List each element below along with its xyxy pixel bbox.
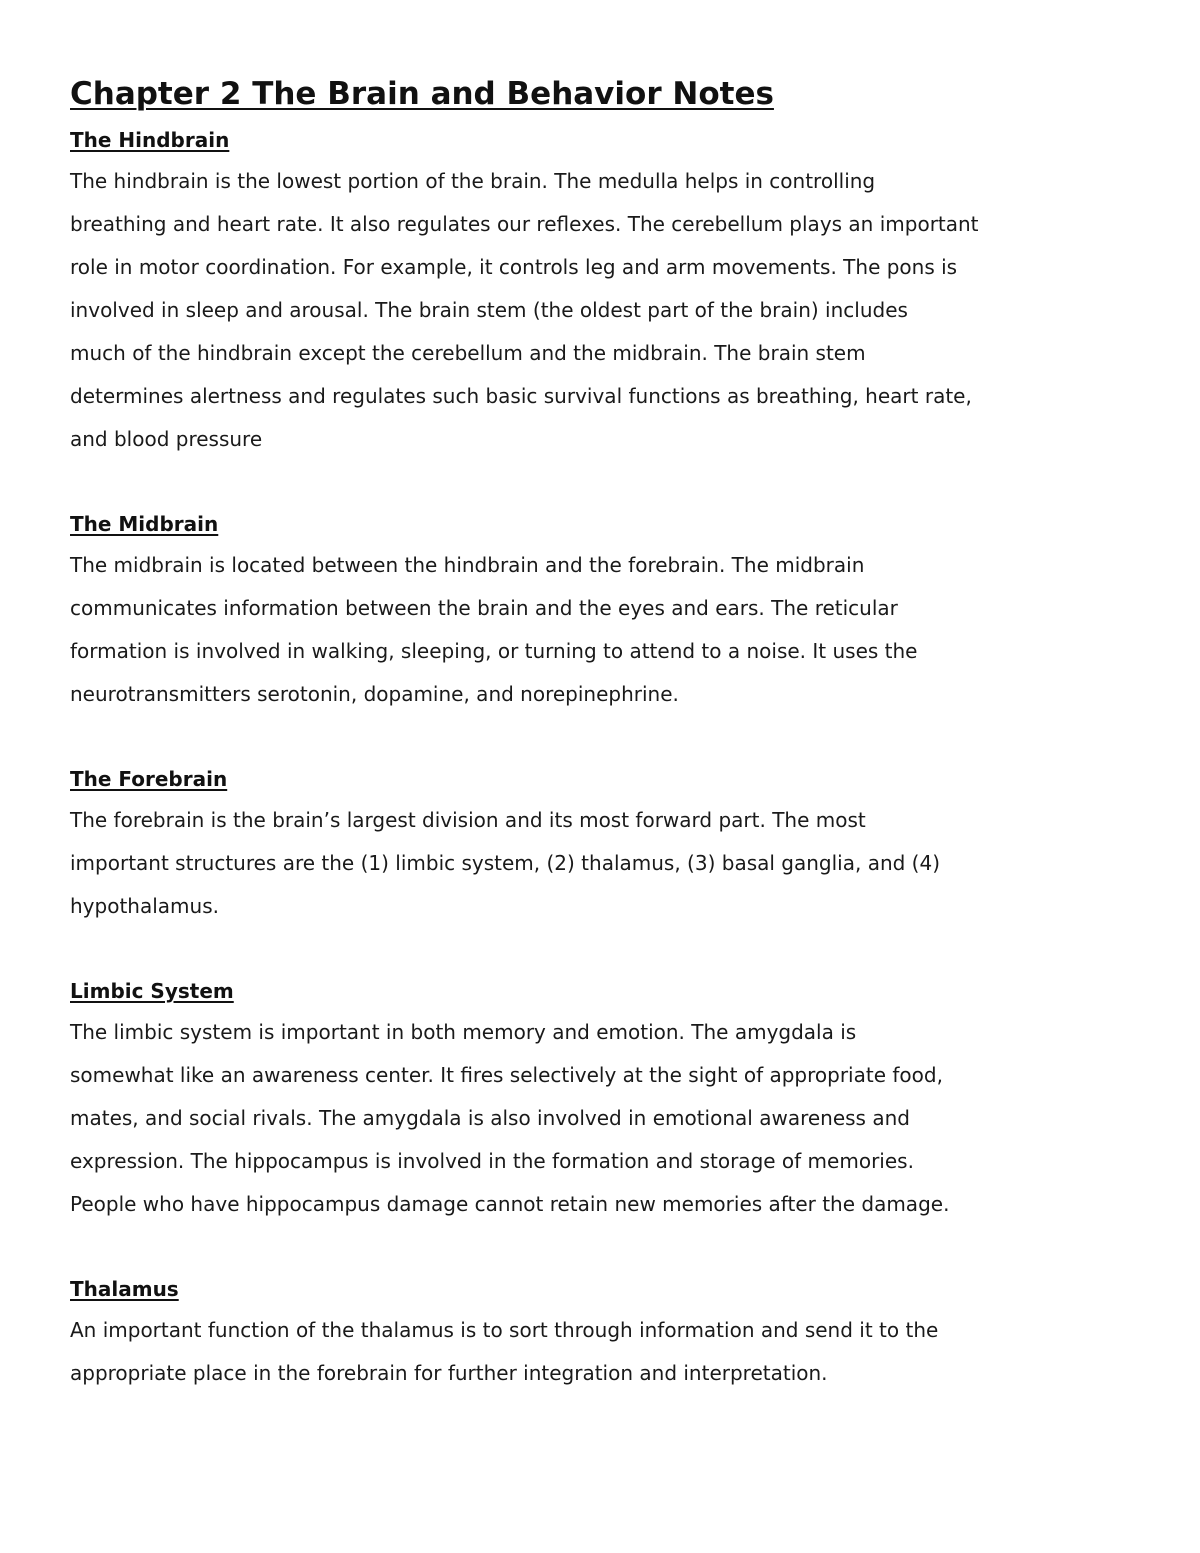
paragraph-line: The forebrain is the brain’s largest division and its most forward part. The most bbox=[70, 808, 866, 832]
paragraph-line: determines alertness and regulates such basic survival functions as breathing, heart rate, bbox=[70, 384, 972, 408]
section-spacer bbox=[70, 716, 1130, 759]
section-midbrain bbox=[70, 504, 1130, 716]
document-page bbox=[70, 72, 1130, 1395]
paragraph-line: The hindbrain is the lowest portion of the brain. The medulla helps in controlling bbox=[70, 169, 876, 193]
section-spacer bbox=[70, 1226, 1130, 1269]
section-forebrain bbox=[70, 759, 1130, 928]
paragraph-line: neurotransmitters serotonin, dopamine, and norepinephrine. bbox=[70, 682, 679, 706]
paragraph-line: expression. The hippocampus is involved in the formation and storage of memories. bbox=[70, 1149, 914, 1173]
paragraph-line: hypothalamus. bbox=[70, 894, 219, 918]
paragraph-line: People who have hippocampus damage cannot retain new memories after the damage. bbox=[70, 1192, 950, 1216]
paragraph-line: somewhat like an awareness center. It fires selectively at the sight of appropriate food, bbox=[70, 1063, 943, 1087]
paragraph-line: and blood pressure bbox=[70, 427, 263, 451]
section-heading-midbrain: The Midbrain bbox=[70, 512, 219, 536]
section-heading-hindbrain: The Hindbrain bbox=[70, 128, 230, 152]
paragraph-line: appropriate place in the forebrain for further integration and interpretation. bbox=[70, 1361, 828, 1385]
section-heading-thalamus: Thalamus bbox=[70, 1277, 179, 1301]
section-heading-forebrain: The Forebrain bbox=[70, 767, 228, 791]
paragraph-line: mates, and social rivals. The amygdala is also involved in emotional awareness and bbox=[70, 1106, 910, 1130]
paragraph-line: role in motor coordination. For example, it controls leg and arm movements. The pons is bbox=[70, 255, 958, 279]
section-spacer bbox=[70, 461, 1130, 504]
paragraph-line: communicates information between the brain and the eyes and ears. The reticular bbox=[70, 596, 898, 620]
paragraph-line: important structures are the (1) limbic system, (2) thalamus, (3) basal ganglia, and (4) bbox=[70, 851, 941, 875]
paragraph-line: breathing and heart rate. It also regulates our reflexes. The cerebellum plays an important bbox=[70, 212, 979, 236]
section-thalamus bbox=[70, 1269, 1130, 1395]
paragraph-line: An important function of the thalamus is to sort through information and send it to the bbox=[70, 1318, 939, 1342]
paragraph-line: much of the hindbrain except the cerebellum and the midbrain. The brain stem bbox=[70, 341, 866, 365]
paragraph-line: The midbrain is located between the hindbrain and the forebrain. The midbrain bbox=[70, 553, 865, 577]
paragraph-line: The limbic system is important in both memory and emotion. The amygdala is bbox=[70, 1020, 857, 1044]
section-heading-limbic-system: Limbic System bbox=[70, 979, 234, 1003]
document-title: Chapter 2 The Brain and Behavior Notes bbox=[70, 76, 774, 112]
paragraph-line: formation is involved in walking, sleeping, or turning to attend to a noise. It uses the bbox=[70, 639, 918, 663]
paragraph-line: involved in sleep and arousal. The brain stem (the oldest part of the brain) includes bbox=[70, 298, 908, 322]
section-limbic-system bbox=[70, 971, 1130, 1226]
section-spacer bbox=[70, 928, 1130, 971]
section-hindbrain bbox=[70, 120, 1130, 461]
